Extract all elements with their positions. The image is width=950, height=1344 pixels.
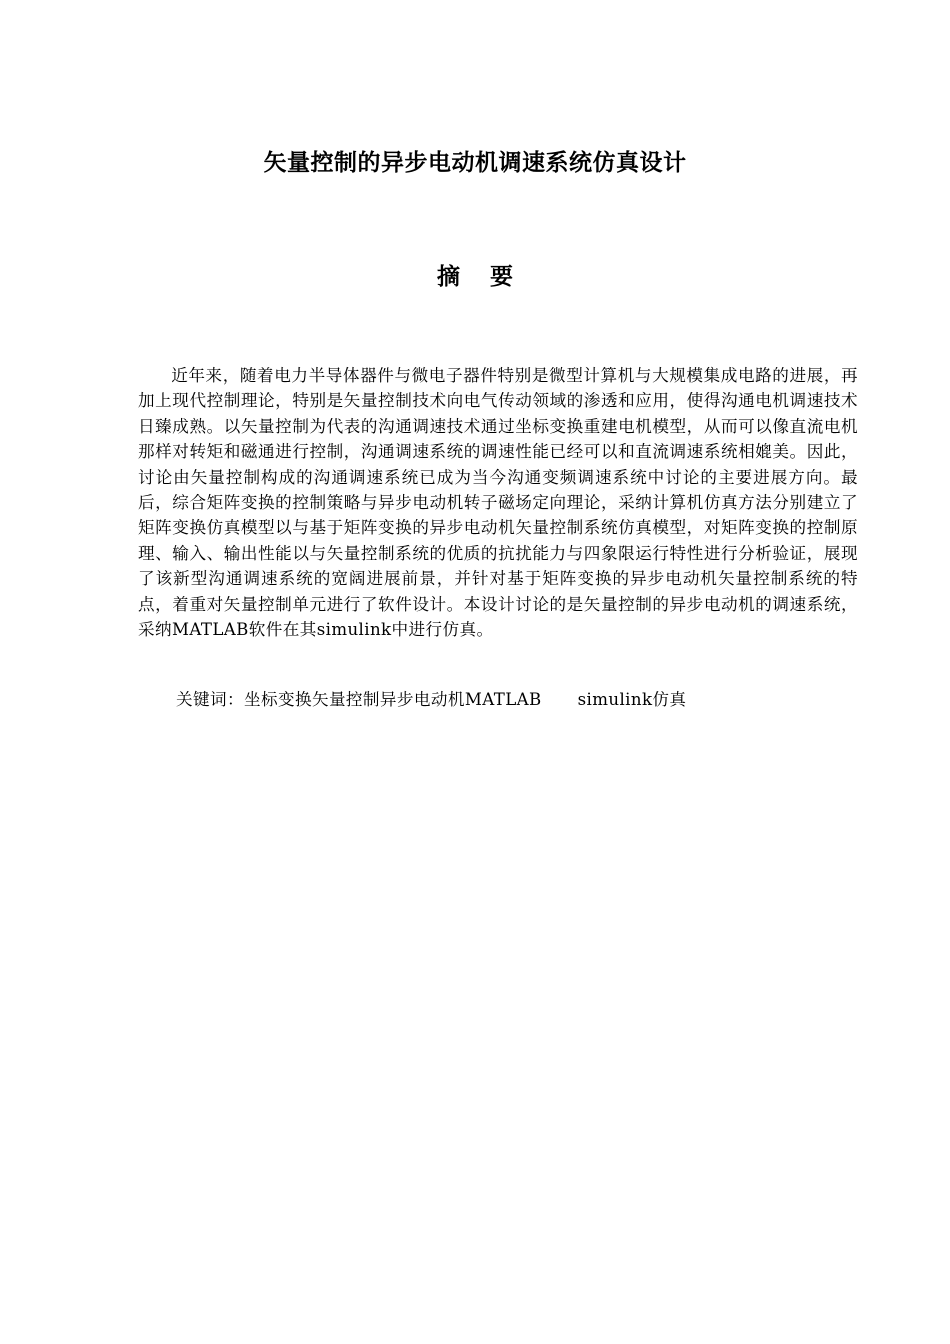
keywords-label-and-terms: 关键词：坐标变换矢量控制异步电动机MATLAB [176,690,542,709]
abstract-heading [0,260,950,294]
abstract-heading-char-2: 要 [490,263,513,290]
abstract-paragraph: 近年来，随着电力半导体器件与微电子器件特别是微型计算机与大规模集成电路的进展，再加上现代控制理论，特别是矢量控制技术向电气传动领域的渗透和应用，使得沟通电机调速技术日臻成熟。以矢量控制为代表的沟通调速技术通过坐标变换重建电机模型，从而可以像直流电机那样对转矩和磁通进行控制，沟通调速系统的调速性能已经可以和直流调速系统相媲美。因此，讨论由矢量控制构成的沟通调速系统已成为当今沟通变频调速系统中讨论的主要进展方向。最后，综合矩阵变换的控制策略与异步电动机转子磁场定向理论，采纳计算机仿真方法分别建立了矩阵变换仿真模型以与基于矩阵变换的异步电动机矢量控制系统仿真模型，对矩阵变换的控制原理、输入、输出性能以与矢量控制系统的优质的抗扰能力与四象限运行特性进行分析验证，展现了该新型沟通调速系统的宽阔进展前景，并针对基于矩阵变换的异步电动机矢量控制系统的特点，着重对矢量控制单元进行了软件设计。本设计讨论的是矢量控制的异步电动机的调速系统，采纳MATLAB软件在其simulink中进行仿真。 [138,366,858,640]
keywords-line [176,687,686,712]
document-title: 矢量控制的异步电动机调速系统仿真设计 [263,149,687,176]
keywords-terms-continued: simulink仿真 [577,690,687,709]
abstract-heading-char-1: 摘 [437,263,460,290]
